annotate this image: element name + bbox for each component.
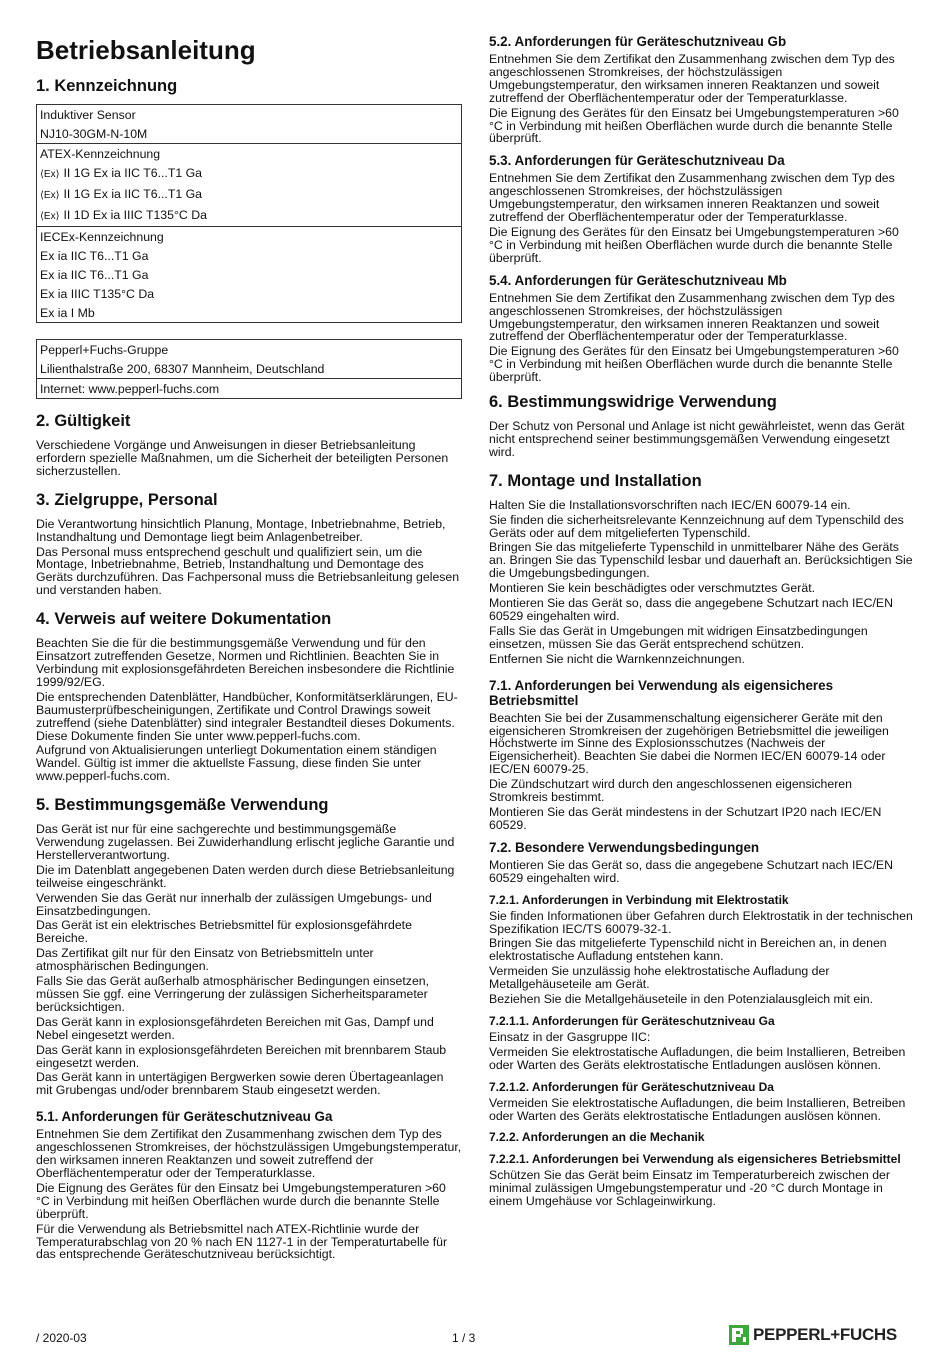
- paragraph: Entnehmen Sie dem Zertifikat den Zusammenhang zwischen dem Typ des angeschlossenen Stromkreises, der höchstzulässigen Umgebungstemperatur, den wirksamen inneren Reaktanzen und soweit zutreffend der Oberflächentemperatur oder der Temperaturklasse.: [36, 1127, 462, 1180]
- logo-text: PEPPERL+FUCHS: [753, 1325, 897, 1344]
- section-7-2-1-1: [489, 1014, 914, 1072]
- section-5-1: [36, 1109, 462, 1261]
- company-table: [36, 339, 462, 399]
- section-7: [489, 471, 914, 666]
- paragraph: Entnehmen Sie dem Zertifikat den Zusammenhang zwischen dem Typ des angeschlossenen Stromkreises, der höchstzulässigen Umgebungstemperatur, den wirksamen inneren Reaktanzen und soweit zutreffend der Oberflächentemperatur oder der Temperaturklasse.: [489, 290, 895, 344]
- section-3: [36, 490, 462, 597]
- paragraph: Die Eignung des Gerätes für den Einsatz bei Umgebungstemperaturen >60 °C in Verbindung mit heißen Oberflächen wurde durch die benannte Stelle überprüft.: [489, 224, 899, 265]
- section-2: [36, 411, 462, 478]
- paragraph: Für die Verwendung als Betriebsmittel nach ATEX-Richtlinie wurde der Temperaturabschlag von 20 % nach EN 1127-1 in der Temperaturtabelle für das entsprechende Geräteschutzniveau berücksichtigt.: [36, 1221, 448, 1262]
- iecex-marking: Ex ia IIC T6...T1 Ga: [40, 249, 149, 263]
- iecex-marking: Ex ia IIC T6...T1 Ga: [40, 268, 149, 282]
- paragraph: Beachten Sie bei der Zusammenschaltung eigensicherer Geräte mit den eigensicheren Stromkreisen der zugehörigen Betriebsmittel die jeweiligen Höchstwerte im Sinne des Explosionsschutzes (Nachweis der Eigensicherheit). Beachten Sie dabei die Normen IEC/EN 60079-14 oder IEC/EN 60079-25.: [489, 710, 889, 777]
- section-7-2-1: [489, 893, 914, 1006]
- atex-marking: ⟨Ex⟩ II 1G Ex ia IIC T6...T1 Ga: [40, 187, 202, 201]
- paragraph: Die im Datenblatt angegebenen Daten werden durch diese Betriebsanleitung teilweise eingeschränkt.: [36, 862, 455, 890]
- paragraph: Die Eignung des Gerätes für den Einsatz bei Umgebungstemperaturen >60 °C in Verbindung mit heißen Oberflächen wurde durch die benannte Stelle überprüft.: [489, 105, 899, 146]
- paragraph: Einsatz in der Gasgruppe IIC:: [489, 1029, 651, 1044]
- paragraph: Die Verantwortung hinsichtlich Planung, Montage, Inbetriebnahme, Betrieb, Instandhaltung und Demontage liegt beim Anlagenbetreiber.: [36, 516, 446, 544]
- paragraph: Das Personal muss entsprechend geschult und qualifiziert sein, um die Montage, Inbetriebnahme, Betrieb, Instandhaltung und Demontage des Geräts durchzuführen. Das Fachpersonal muss die Betriebsanleitung gelesen und verstanden haben.: [36, 544, 460, 598]
- footer-date: / 2020-03: [36, 1331, 87, 1345]
- paragraph: Das Zertifikat gilt nur für den Einsatz von Betriebsmitteln unter atmosphärischen Bedingungen.: [36, 946, 374, 974]
- paragraph: Das Gerät ist ein elektrisches Betriebsmittel für explosionsgefährdete Bereiche.: [36, 918, 412, 946]
- paragraph: Montieren Sie das Gerät so, dass die angegebene Schutzart nach IEC/EN 60529 eingehalten wird.: [489, 857, 893, 885]
- paragraph: Falls Sie das Gerät in Umgebungen mit widrigen Einsatzbedingungen einsetzen, müssen Sie das Gerät entsprechend schützen.: [489, 623, 868, 651]
- section-7-1-title: 7.1. Anforderungen bei Verwendung als eigensicheres Betriebsmittel: [489, 677, 834, 708]
- section-7-2-1-1-title: 7.2.1.1. Anforderungen für Geräteschutzniveau Ga: [489, 1013, 775, 1028]
- section-5-4-title: 5.4. Anforderungen für Geräteschutzniveau Mb: [489, 272, 787, 288]
- section-5-3-title: 5.3. Anforderungen für Geräteschutzniveau Da: [489, 153, 785, 169]
- paragraph: Das Gerät kann in untertägigen Bergwerken sowie deren Übertageanlagen mit Grubengas und/oder brennbarem Staub eingesetzt werden.: [36, 1070, 444, 1098]
- paragraph: Entfernen Sie nicht die Warnkennzeichnungen.: [489, 651, 745, 666]
- page-number: 1 / 3: [452, 1331, 476, 1345]
- paragraph: Sie finden Informationen über Gefahren durch Elektrostatik in der technischen Spezifikation IEC/TS 60079-32-1.: [489, 908, 913, 936]
- paragraph: Beachten Sie die für die bestimmungsgemäße Verwendung und für den Einsatzort zutreffenden Gesetze, Normen und Richtlinien. Beachten Sie in Verbindung mit explosionsgefährdeten Bereichen insbesondere die Richtlinie 1999/92/EG.: [36, 636, 455, 689]
- section-7-2-title: 7.2. Besondere Verwendungsbedingungen: [489, 839, 760, 855]
- paragraph: Die Zündschutzart wird durch den angeschlossenen eigensicheren Stromkreis bestimmt.: [489, 777, 852, 805]
- section-5-1-title: 5.1. Anforderungen für Geräteschutzniveau Ga: [36, 1109, 333, 1125]
- section-4: [36, 609, 462, 783]
- paragraph: Die entsprechenden Datenblätter, Handbücher, Konformitätserklärungen, EU-Baumusterprüfbescheinigungen, Zertifikate und Control Drawings soweit zutreffend (siehe Datenblätter) sind integraler Bestandteil dieses Dokuments. Diese Dokumente finden Sie unter www.pepperl-fuchs.com.: [36, 689, 458, 743]
- iecex-marking: Ex ia I Mb: [40, 306, 95, 320]
- paragraph: Aufgrund von Aktualisierungen unterliegt Dokumentation einem ständigen Wandel. Gültig ist immer die aktuellste Fassung, diese finden Sie unter www.pepperl-fuchs.com.: [36, 743, 437, 784]
- paragraph: Vermeiden Sie elektrostatische Aufladungen, die beim Installieren, Betreiben oder Warten des Geräts elektrostatische Entladungen auslösen können.: [489, 1044, 906, 1072]
- paragraph: Halten Sie die Installationsvorschriften nach IEC/EN 60079-14 ein.: [489, 497, 851, 512]
- section-7-1: [489, 678, 914, 832]
- paragraph: Beziehen Sie die Metallgehäuseteile in den Potenzialausgleich mit ein.: [489, 992, 874, 1007]
- paragraph: Sie finden die sicherheitsrelevante Kennzeichnung auf dem Typenschild des Geräts oder auf dem mitgelieferten Typenschild.: [489, 512, 904, 540]
- section-5: [36, 795, 462, 1097]
- section-4-title: 4. Verweis auf weitere Dokumentation: [36, 610, 332, 629]
- atex-marking: ⟨Ex⟩ II 1G Ex ia IIC T6...T1 Ga: [40, 166, 202, 180]
- paragraph: Bringen Sie das mitgelieferte Typenschild nicht in Bereichen an, in denen elektrostatische Aufladung entstehen kann.: [489, 936, 887, 964]
- section-6-title: 6. Bestimmungswidrige Verwendung: [489, 393, 777, 412]
- paragraph: Entnehmen Sie dem Zertifikat den Zusammenhang zwischen dem Typ des angeschlossenen Stromkreises, der höchstzulässigen Umgebungstemperatur, den wirksamen inneren Reaktanzen und soweit zutreffend der Oberflächentemperatur oder der Temperaturklasse.: [489, 171, 895, 225]
- section-2-title: 2. Gültigkeit: [36, 412, 131, 430]
- company-name: Pepperl+Fuchs-Gruppe: [40, 343, 169, 357]
- section-7-2-1-title: 7.2.1. Anforderungen in Verbindung mit Elektrostatik: [489, 892, 789, 907]
- paragraph: Schützen Sie das Gerät beim Einsatz im Temperaturbereich zwischen der minimal zulässigen Umgebungstemperatur und -20 °C durch Montage in einem Umgehäuse vor Schlageinwirkung.: [489, 1168, 890, 1209]
- paragraph: Montieren Sie das Gerät so, dass die angegebene Schutzart nach IEC/EN 60529 eingehalten wird.: [489, 596, 893, 623]
- paragraph: Falls Sie das Gerät außerhalb atmosphärischer Bedingungen einsetzen, müssen Sie ggf. eine Verringerung der zulässigen Sicherheitsparameter berücksichtigen.: [36, 974, 430, 1014]
- paragraph: Montieren Sie kein beschädigtes oder verschmutztes Gerät.: [489, 581, 816, 596]
- section-7-2-1-2: [489, 1080, 914, 1123]
- paragraph: Vermeiden Sie unzulässig hohe elektrostatische Aufladung der Metallgehäuseteile am Gerät.: [489, 964, 830, 992]
- company-address: Lilienthalstraße 200, 68307 Mannheim, Deutschland: [40, 362, 325, 376]
- paragraph: Der Schutz von Personal und Anlage ist nicht gewährleistet, wenn das Gerät nicht entsprechend seiner bestimmungsgemäßen Verwendung eingesetzt wird.: [489, 419, 905, 459]
- atex-marking: ⟨Ex⟩ II 1D Ex ia IIIC T135°C Da: [40, 208, 207, 222]
- iecex-label: IECEx-Kennzeichnung: [37, 227, 462, 247]
- paragraph: Das Gerät kann in explosionsgefährdeten Bereichen mit brennbarem Staub eingesetzt werden.: [36, 1042, 447, 1070]
- paragraph: Bringen Sie das mitgelieferte Typenschild in unmittelbarer Nähe des Geräts an. Bringen Sie das Typenschild lesbar und dauerhaft an. Berücksichtigen Sie die Umgebungsbedingungen.: [489, 540, 913, 581]
- section-5-2: [489, 34, 914, 145]
- paragraph: Das Gerät ist nur für eine sachgerechte und bestimmungsgemäße Verwendung zugelassen. Bei Zuwiderhandlung erlischt jegliche Garantie und Herstellerverantwortung.: [36, 822, 455, 862]
- section-7-2-2-title: 7.2.2. Anforderungen an die Mechanik: [489, 1130, 705, 1145]
- product-label: Induktiver Sensor: [40, 108, 136, 122]
- section-5-title: 5. Bestimmungsgemäße Verwendung: [36, 796, 329, 815]
- ex-symbol-icon: ⟨Ex⟩: [40, 211, 60, 222]
- section-7-title: 7. Montage und Installation: [489, 471, 702, 490]
- paragraph: Verwenden Sie das Gerät nur innerhalb der zulässigen Umgebungs- und Einsatzbedingungen.: [36, 890, 432, 918]
- section-7-2: [489, 840, 914, 885]
- document-title: Betriebsanleitung: [36, 35, 256, 65]
- section-5-3: [489, 153, 914, 264]
- section-1: [36, 76, 462, 399]
- paragraph: Entnehmen Sie dem Zertifikat den Zusammenhang zwischen dem Typ des angeschlossenen Stromkreises, der höchstzulässigen Umgebungstemperatur, den wirksamen inneren Reaktanzen und soweit zutreffend der Oberflächentemperatur oder der Temperaturklasse.: [489, 52, 895, 105]
- company-internet: Internet: www.pepperl-fuchs.com: [37, 379, 462, 399]
- section-7-2-1-2-title: 7.2.1.2. Anforderungen für Geräteschutzniveau Da: [489, 1079, 774, 1094]
- section-3-title: 3. Zielgruppe, Personal: [36, 490, 218, 509]
- ex-symbol-icon: ⟨Ex⟩: [40, 169, 60, 180]
- marking-table: [36, 104, 462, 323]
- section-7-2-2-1: [489, 1152, 914, 1208]
- pf-logo-icon: [729, 1325, 749, 1345]
- paragraph: Vermeiden Sie elektrostatische Aufladungen, die beim Installieren, Betreiben oder Warten des Geräts elektrostatische Entladungen auslösen können.: [489, 1095, 906, 1123]
- section-6: [489, 392, 914, 459]
- paragraph: Die Eignung des Gerätes für den Einsatz bei Umgebungstemperaturen >60 °C in Verbindung mit heißen Oberflächen wurde durch die benannte Stelle überprüft.: [36, 1180, 446, 1221]
- paragraph: Montieren Sie das Gerät mindestens in der Schutzart IP20 nach IEC/EN 60529.: [489, 804, 882, 832]
- section-1-title: 1. Kennzeichnung: [36, 77, 178, 95]
- paragraph: Das Gerät kann in explosionsgefährdeten Bereichen mit Gas, Dampf und Nebel eingesetzt werden.: [36, 1014, 434, 1042]
- section-7-2-2-1-title: 7.2.2.1. Anforderungen bei Verwendung als eigensicheres Betriebsmittel: [489, 1152, 901, 1167]
- company-logo: [729, 1324, 897, 1346]
- product-value: NJ10-30GM-N-10M: [40, 127, 148, 141]
- iecex-marking: Ex ia IIIC T135°C Da: [40, 287, 155, 301]
- ex-symbol-icon: ⟨Ex⟩: [40, 190, 60, 201]
- paragraph: Die Eignung des Gerätes für den Einsatz bei Umgebungstemperaturen >60 °C in Verbindung mit heißen Oberflächen wurde durch die benannte Stelle überprüft.: [489, 344, 899, 385]
- paragraph: Verschiedene Vorgänge und Anweisungen in dieser Betriebsanleitung erfordern spezielle Maßnahmen, um die Sicherheit der beteiligten Personen sicherzustellen.: [36, 438, 449, 478]
- right-column: [489, 34, 914, 1216]
- section-7-2-2: [489, 1130, 914, 1144]
- left-column: [36, 34, 462, 1269]
- atex-label: ATEX-Kennzeichnung: [37, 144, 462, 164]
- section-5-2-title: 5.2. Anforderungen für Geräteschutzniveau Gb: [489, 34, 787, 49]
- section-5-4: [489, 273, 914, 384]
